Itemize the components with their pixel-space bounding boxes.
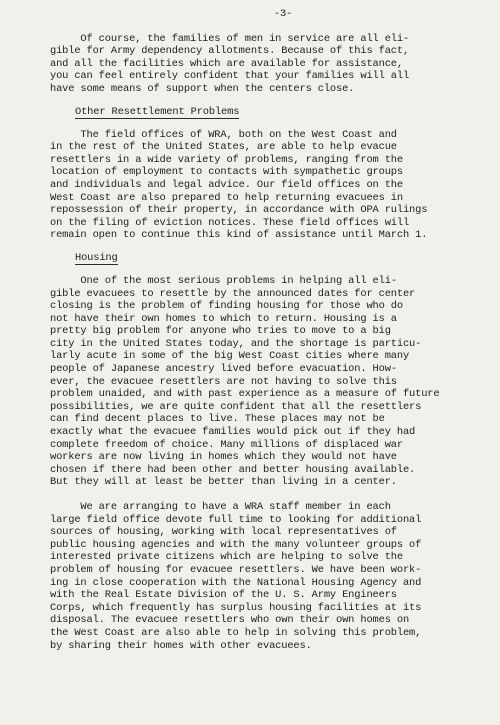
text-line: gible evacuees to resettle by the announced dates for center — [50, 287, 416, 300]
text-line: people of Japanese ancestry lived before evacuation. How- — [50, 363, 397, 376]
text-line: public housing agencies and with the many volunteer groups of — [50, 538, 422, 551]
text-line: chosen if there had been other and better housing available. — [50, 463, 416, 476]
text-line: larly acute in some of the big West Coast cities where many — [50, 350, 410, 363]
text-line: large field office devote full time to looking for additional — [50, 513, 422, 526]
text-line: problem of housing for evacuee resettlers. We have been work- — [50, 563, 422, 576]
paragraph-gap — [50, 489, 476, 501]
text-line: pretty big problem for anyone who tries to move to a big — [50, 325, 391, 338]
text-line: in the rest of the United States, are able to help evacue — [50, 141, 397, 154]
text-line: The field offices of WRA, both on the West Coast and — [50, 128, 397, 141]
text-line: with the Real Estate Division of the U. S. Army Engineers — [50, 589, 397, 602]
text-line: and all the facilities which are available for assistance, — [50, 57, 403, 70]
text-line: the West Coast are also able to help in solving this problem, — [50, 626, 422, 639]
text-line: and individuals and legal advice. Our field offices on the — [50, 178, 403, 191]
housing-paragraph-2 — [50, 501, 476, 652]
text-line: exactly what the evacuee families would pick out if they had — [50, 426, 416, 439]
text-line: West Coast are also prepared to help returning evacuees in — [50, 191, 403, 204]
intro-paragraph — [50, 33, 476, 96]
text-line: have some means of support when the centers close. — [50, 82, 355, 95]
text-line: location of employment to contacts with sympathetic groups — [50, 166, 403, 179]
section-heading-housing: Housing — [75, 251, 118, 264]
text-line: sources of housing, working with local representatives of — [50, 526, 397, 539]
housing-paragraph-1 — [50, 275, 476, 489]
text-line: on the filing of eviction notices. These field offices will — [50, 216, 410, 229]
text-line: One of the most serious problems in helping all eli- — [50, 274, 397, 287]
text-line: you can feel entirely confident that your families will all — [50, 70, 410, 83]
text-line: Of course, the families of men in service are all eli- — [50, 32, 410, 45]
text-line: by sharing their homes with other evacuees. — [50, 639, 312, 652]
text-line: not have their own homes to which to return. Housing is a — [50, 312, 397, 325]
page-number: -3- — [273, 8, 293, 20]
text-line: city in the United States today, and the shortage is particu- — [50, 337, 422, 350]
text-line: problem unaided, and with past experience as a measure of future — [50, 388, 440, 401]
text-line: possibilities, we are quite confident that all the resettlers — [50, 400, 422, 413]
text-line: ing in close cooperation with the National Housing Agency and — [50, 576, 422, 589]
text-line: repossession of their property, in accordance with OPA rulings — [50, 204, 428, 217]
section-heading-resettlement: Other Resettlement Problems — [75, 105, 240, 118]
text-line: Corps, which frequently has surplus housing facilities at its — [50, 601, 422, 614]
text-line: workers are now living in homes which they would not have — [50, 451, 397, 464]
text-line: resettlers in a wide variety of problems, ranging from the — [50, 153, 403, 166]
text-line: disposal. The evacuee resettlers who own their own homes on — [50, 614, 410, 627]
text-line: We are arranging to have a WRA staff member in each — [50, 501, 391, 513]
text-line: ever, the evacuee resettlers are not having to solve this — [50, 375, 397, 388]
text-line: gible for Army dependency allotments. Because of this fact, — [50, 45, 410, 58]
text-line: interested private citizens which are helping to solve the — [50, 551, 403, 564]
resettlement-paragraph — [50, 129, 476, 242]
text-line: can find decent places to live. These places may not be — [50, 413, 385, 426]
text-line: complete freedom of choice. Many millions of displaced war — [50, 438, 403, 451]
text-line: remain open to continue this kind of assistance until March 1. — [50, 229, 428, 242]
text-line: But they will at least be better than living in a center. — [50, 476, 397, 489]
text-line: closing is the problem of finding housing for those who do — [50, 300, 403, 313]
